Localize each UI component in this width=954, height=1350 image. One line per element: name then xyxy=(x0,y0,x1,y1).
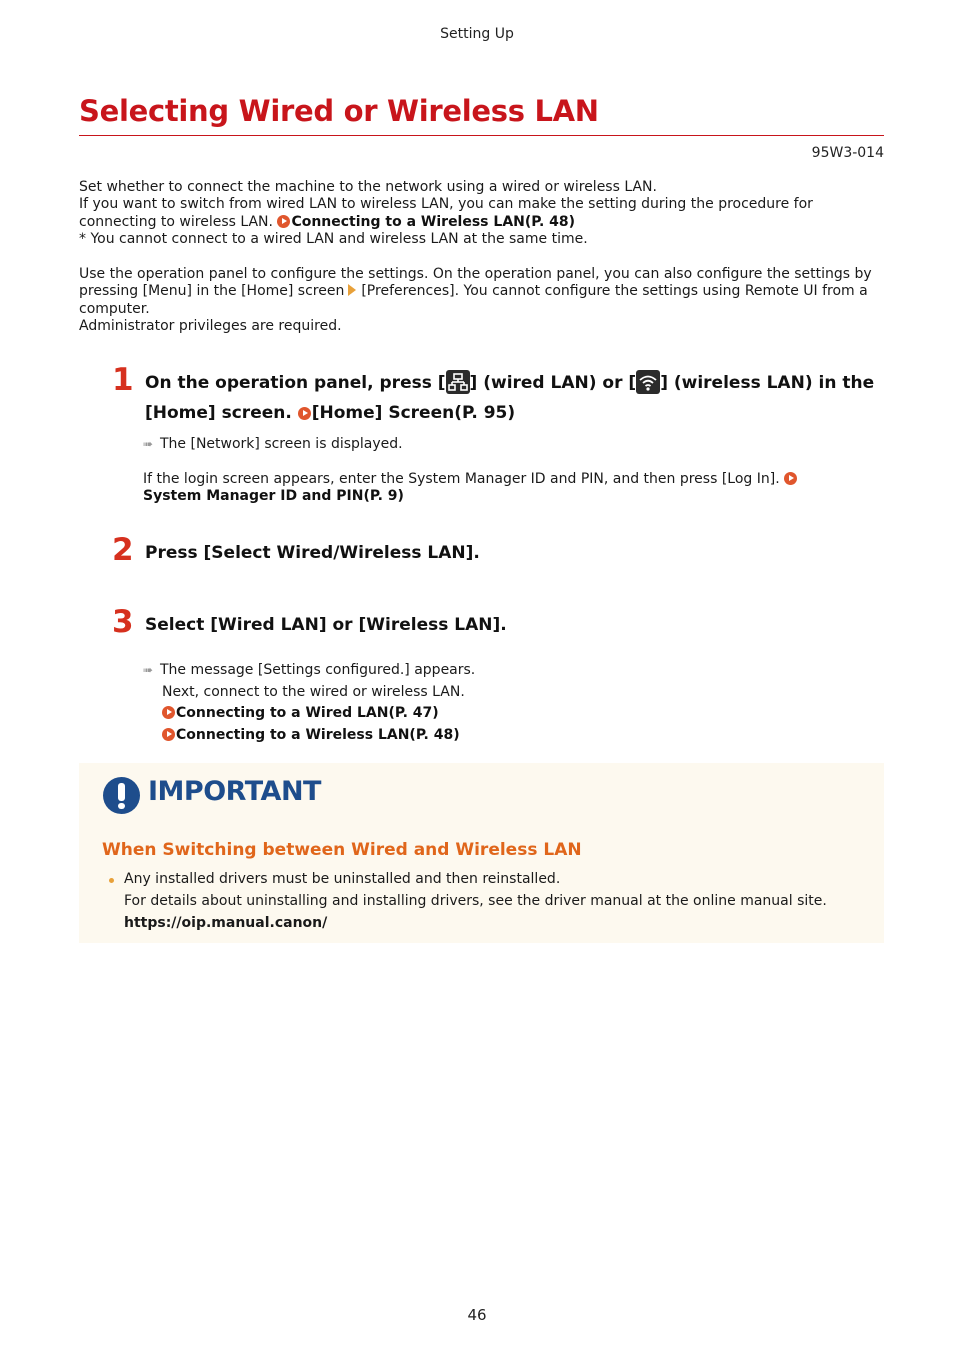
important-subtitle: When Switching between Wired and Wireless LAN xyxy=(102,840,582,860)
step-1-text-c: ] (wireless LAN) in the [Home] screen. xyxy=(145,373,875,423)
result-arrow-icon: ➠ xyxy=(143,663,154,677)
important-heading: IMPORTANT xyxy=(148,776,321,807)
step-3-result-line-1 xyxy=(143,660,475,682)
bullet-icon xyxy=(109,878,114,883)
wifi-icon xyxy=(636,370,660,394)
document-id: 95W3-014 xyxy=(811,145,884,161)
page-header: Setting Up xyxy=(440,26,514,42)
link-system-manager-id-label: System Manager ID and PIN(P. 9) xyxy=(143,488,404,505)
link-connecting-wireless-label: Connecting to a Wireless LAN(P. 48) xyxy=(291,213,576,230)
link-connecting-wireless-2[interactable] xyxy=(162,727,460,743)
step-3-instruction: Select [Wired LAN] or [Wireless LAN]. xyxy=(145,615,507,635)
step-3-link-wireless-row xyxy=(143,725,475,747)
step-3-result xyxy=(143,660,475,746)
important-bullet xyxy=(124,869,864,934)
title-divider xyxy=(79,135,884,136)
intro-line-1: Set whether to connect the machine to the network using a wired or wireless LAN. xyxy=(79,179,657,195)
intro-paragraph xyxy=(79,179,879,249)
circle-play-icon xyxy=(162,706,175,719)
intro-line-3: * You cannot connect to a wired LAN and wireless LAN at the same time. xyxy=(79,231,588,248)
intro-paragraph-2 xyxy=(79,266,879,336)
result-arrow-icon: ➠ xyxy=(143,437,154,451)
link-connecting-wired-label: Connecting to a Wired LAN(P. 47) xyxy=(176,705,439,722)
step-2-instruction: Press [Select Wired/Wireless LAN]. xyxy=(145,543,480,563)
link-home-screen[interactable] xyxy=(298,403,515,423)
step-1-text-a: On the operation panel, press [ xyxy=(145,373,446,393)
important-line-2: For details about uninstalling and installing drivers, see the driver manual at the online manual site. xyxy=(124,892,827,909)
step-number-2: 2 xyxy=(112,532,134,568)
circle-play-icon xyxy=(298,407,311,420)
circle-play-icon xyxy=(162,728,175,741)
link-connecting-wireless-2-label: Connecting to a Wireless LAN(P. 48) xyxy=(176,726,460,743)
manual-site-link[interactable]: https://oip.manual.canon/ xyxy=(124,914,328,931)
circle-play-icon xyxy=(277,215,290,228)
intro-line-2-text: If you want to switch from wired LAN to wireless LAN, you can make the setting during the procedure for connecting to wireless LAN. xyxy=(79,196,813,230)
intro2-line-1 xyxy=(79,266,879,318)
link-connecting-wired[interactable] xyxy=(162,705,439,721)
important-line-1: Any installed drivers must be uninstalled and then reinstalled. xyxy=(124,871,561,887)
step-number-3: 3 xyxy=(112,604,134,640)
step-1-result xyxy=(143,434,403,456)
link-home-screen-label: [Home] Screen(P. 95) xyxy=(311,403,516,423)
menu-arrow-icon xyxy=(348,284,356,296)
link-connecting-wireless[interactable] xyxy=(277,214,575,230)
step-1-instruction xyxy=(145,368,885,428)
intro2-line-2: Administrator privileges are required. xyxy=(79,318,342,335)
wired-lan-icon xyxy=(446,370,470,394)
exclamation-circle-icon xyxy=(103,777,140,814)
page-title: Selecting Wired or Wireless LAN xyxy=(79,94,599,128)
step-1-note-text: If the login screen appears, enter the System Manager ID and PIN, and then press [Log In]. xyxy=(143,471,780,487)
page-number: 46 xyxy=(467,1306,487,1324)
intro-line-2 xyxy=(79,196,879,231)
step-1-note xyxy=(143,471,843,506)
step-3-link-wired-row xyxy=(143,703,475,725)
circle-play-icon xyxy=(784,472,797,485)
step-number-1: 1 xyxy=(112,362,134,398)
intro2-part1: Use the operation panel to configure the settings. On the operation panel, you can also configure the settings by pressing [Menu] in the [Home] screen xyxy=(79,266,872,300)
step-1-text-b: ] (wired LAN) or [ xyxy=(469,373,637,393)
intro2-part2: [Preferences]. You cannot configure the settings using Remote UI from a computer. xyxy=(79,283,868,317)
step-1-result-text: The [Network] screen is displayed. xyxy=(160,436,403,452)
step-3-result-text-1: The message [Settings configured.] appears. xyxy=(160,662,476,678)
step-3-result-line-2: Next, connect to the wired or wireless LAN. xyxy=(162,683,465,700)
